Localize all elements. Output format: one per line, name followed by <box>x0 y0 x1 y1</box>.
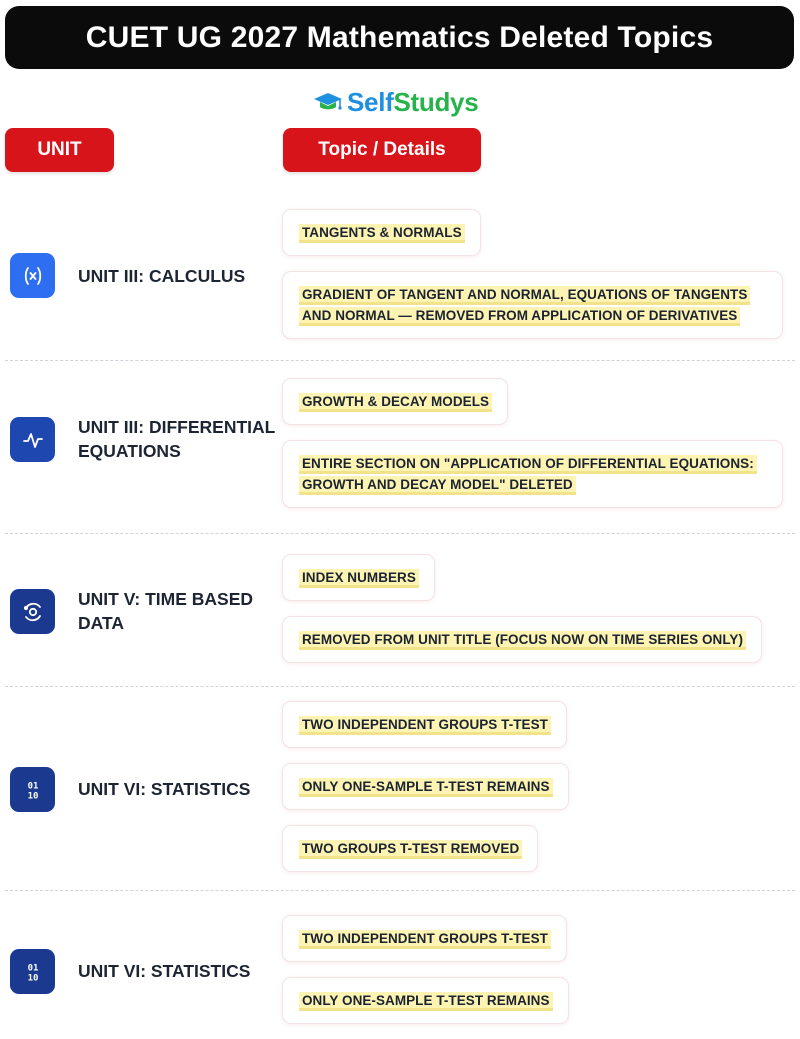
orbit-icon <box>10 589 55 634</box>
topic-card <box>282 271 783 339</box>
topic-column-header: Topic / Details <box>283 128 481 172</box>
topic-card <box>282 209 481 256</box>
section-divider <box>5 686 795 687</box>
topic-text: TWO GROUPS T-TEST REMOVED <box>299 840 522 859</box>
svg-text:10: 10 <box>27 973 38 983</box>
topic-card <box>282 616 762 663</box>
page-title: CUET UG 2027 Mathematics Deleted Topics <box>85 20 714 54</box>
binary-icon <box>10 949 55 994</box>
logo-text-studys: Studys <box>393 86 479 117</box>
topic-text: ONLY ONE-SAMPLE T-TEST REMAINS <box>299 778 553 797</box>
unit-column-header: UNIT <box>5 128 114 172</box>
section-divider <box>5 360 795 361</box>
topic-card <box>282 977 569 1024</box>
page-title-bar <box>5 6 794 69</box>
topic-card <box>282 825 538 872</box>
topic-text: ONLY ONE-SAMPLE T-TEST REMAINS <box>299 992 553 1011</box>
topic-text: TANGENTS & NORMALS <box>299 224 465 243</box>
svg-text:01: 01 <box>27 963 38 973</box>
function-icon <box>10 253 55 298</box>
topic-card <box>282 378 508 425</box>
topic-text: ENTIRE SECTION ON "APPLICATION OF DIFFERENTIAL EQUATIONS: GROWTH AND DECAY MODEL" DELETED <box>299 455 757 495</box>
topic-card <box>282 554 435 601</box>
binary-icon <box>10 767 55 812</box>
svg-text:01: 01 <box>27 781 38 791</box>
unit-label: UNIT VI: STATISTICS <box>78 961 251 981</box>
brand-logo <box>313 86 478 118</box>
unit-label: UNIT III: DIFFERENTIAL EQUATIONS <box>78 417 276 461</box>
unit-label: UNIT III: CALCULUS <box>78 266 246 286</box>
unit-label: UNIT V: TIME BASED DATA <box>78 589 254 633</box>
graduation-cap-icon <box>313 90 343 114</box>
unit-label: UNIT VI: STATISTICS <box>78 779 251 799</box>
topic-card <box>282 763 569 810</box>
topic-card <box>282 915 567 962</box>
topic-card <box>282 701 567 748</box>
topic-text: INDEX NUMBERS <box>299 569 419 588</box>
topic-text: GRADIENT OF TANGENT AND NORMAL, EQUATIONS OF TANGENTS AND NORMAL — REMOVED FROM APPLICATION OF DERIVATIVES <box>299 286 750 326</box>
topic-text: REMOVED FROM UNIT TITLE (FOCUS NOW ON TIME SERIES ONLY) <box>299 631 746 650</box>
section-divider <box>5 890 795 891</box>
topic-text: TWO INDEPENDENT GROUPS T-TEST <box>299 930 551 949</box>
logo-text-self: Self <box>347 86 394 117</box>
logo-text <box>347 87 478 118</box>
svg-text:10: 10 <box>27 791 38 801</box>
topic-text: GROWTH & DECAY MODELS <box>299 393 492 412</box>
section-divider <box>5 533 795 534</box>
topic-text: TWO INDEPENDENT GROUPS T-TEST <box>299 716 551 735</box>
pulse-icon <box>10 417 55 462</box>
topic-card <box>282 440 783 508</box>
